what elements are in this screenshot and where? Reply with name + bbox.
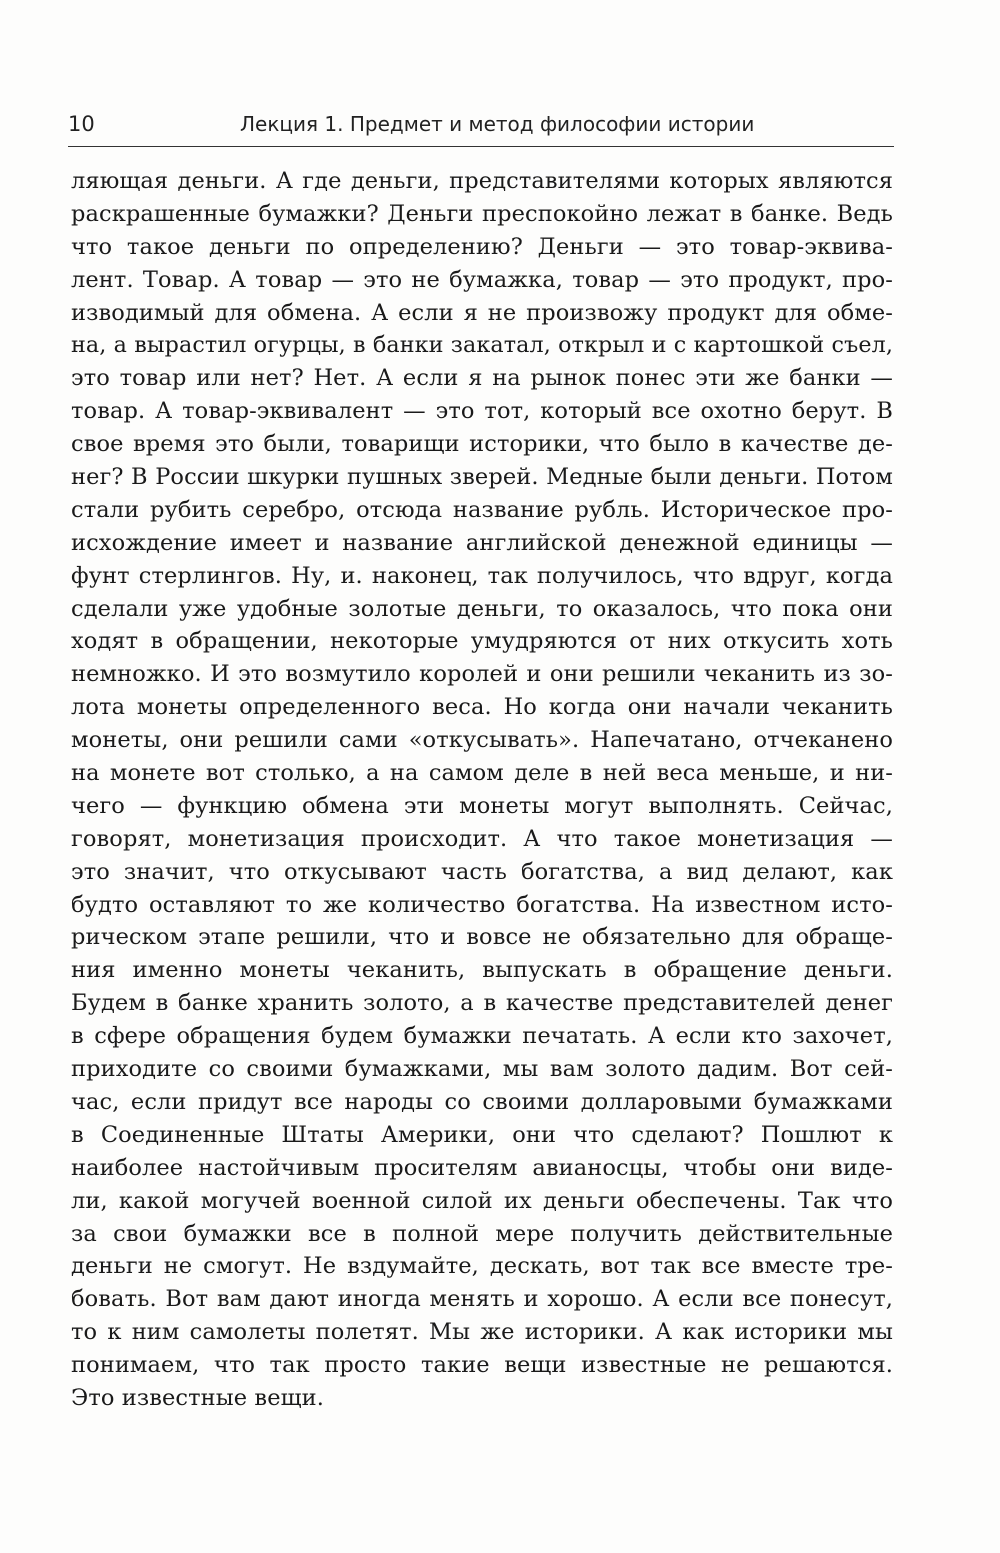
text-line: наиболее настойчивым просителям авианосцы, чтобы они виде- bbox=[71, 1154, 893, 1181]
text-line: свое время это были, товарищи историки, что было в качестве де- bbox=[71, 431, 893, 458]
running-head bbox=[68, 112, 894, 146]
text-line: на, а вырастил огурцы, в банки закатал, открыл и с картошкой съел, bbox=[71, 332, 893, 359]
text-line: ния именно монеты чеканить, выпускать в обращение деньги. bbox=[71, 957, 893, 984]
text-line: изводимый для обмена. А если я не произвожу продукт для обме- bbox=[71, 299, 893, 326]
page-number: 10 bbox=[68, 112, 95, 136]
text-line: бовать. Вот вам дают иногда менять и хорошо. А если все понесут, bbox=[71, 1286, 893, 1313]
text-line: Это известные вещи. bbox=[71, 1384, 324, 1411]
text-line: ляющая деньги. А где деньги, представителями которых являются bbox=[71, 168, 893, 194]
text-line: фунт стерлингов. Ну, и. наконец, так получилось, что вдруг, когда bbox=[71, 562, 893, 589]
body-text bbox=[71, 165, 893, 1415]
text-line: будто оставляют то же количество богатства. На известном исто- bbox=[71, 891, 893, 918]
text-line: на монете вот столько, а на самом деле в ней веса меньше, и ни- bbox=[71, 760, 893, 787]
text-line: в сфере обращения будем бумажки печатать. А если кто захочет, bbox=[71, 1023, 893, 1050]
text-line: нег? В России шкурки пушных зверей. Медные были деньги. Потом bbox=[71, 464, 893, 491]
text-line: ли, какой могучей военной силой их деньги обеспечены. Так что bbox=[71, 1187, 893, 1214]
chapter-title: Лекция 1. Предмет и метод философии истории bbox=[240, 112, 755, 136]
text-line: товар. А товар-эквивалент — это тот, который все охотно берут. В bbox=[71, 398, 893, 425]
text-line: монеты, они решили сами «откусывать». Напечатано, отчеканено bbox=[71, 727, 893, 754]
text-line: это значит, что откусывают часть богатства, а вид делают, как bbox=[71, 858, 893, 885]
text-line: раскрашенные бумажки? Деньги преспокойно лежат в банке. Ведь bbox=[71, 200, 893, 227]
text-line: ходят в обращении, некоторые умудряются от них откусить хоть bbox=[71, 628, 893, 655]
text-line: понимаем, что так просто такие вещи известные не решаются. bbox=[71, 1352, 893, 1379]
text-line: что такое деньги по определению? Деньги — это товар-эквива- bbox=[71, 233, 893, 260]
text-line: лент. Товар. А товар — это не бумажка, товар — это продукт, про- bbox=[71, 266, 893, 293]
text-line: говорят, монетизация происходит. А что такое монетизация — bbox=[71, 825, 893, 852]
text-line: деньги не смогут. Не вздумайте, дескать, вот так все вместе тре- bbox=[71, 1253, 893, 1280]
header-rule bbox=[68, 146, 894, 147]
text-line: час, если придут все народы со своими долларовыми бумажками bbox=[71, 1088, 893, 1115]
text-line: то к ним самолеты полетят. Мы же историки. А как историки мы bbox=[71, 1319, 893, 1346]
text-line: за свои бумажки все в полной мере получить действительные bbox=[71, 1220, 893, 1247]
text-line: в Соединенные Штаты Америки, они что сделают? Пошлют к bbox=[71, 1121, 893, 1148]
text-line: стали рубить серебро, отсюда название рубль. Историческое про- bbox=[71, 496, 893, 523]
text-line: рическом этапе решили, что и вовсе не обязательно для обраще- bbox=[71, 924, 893, 951]
text-line: это товар или нет? Нет. А если я на рынок понес эти же банки — bbox=[71, 365, 893, 392]
text-line: приходите со своими бумажками, мы вам золото дадим. Вот сей- bbox=[71, 1056, 893, 1083]
text-line: чего — функцию обмена эти монеты могут выполнять. Сейчас, bbox=[71, 792, 893, 819]
text-line: лота монеты определенного веса. Но когда они начали чеканить bbox=[71, 694, 893, 721]
text-line: немножко. И это возмутило королей и они решили чеканить из зо- bbox=[71, 661, 893, 688]
text-line: сделали уже удобные золотые деньги, то оказалось, что пока они bbox=[71, 595, 893, 622]
text-line: Будем в банке хранить золото, а в качестве представителей денег bbox=[71, 990, 893, 1017]
text-line: исхождение имеет и название английской денежной единицы — bbox=[71, 529, 893, 556]
